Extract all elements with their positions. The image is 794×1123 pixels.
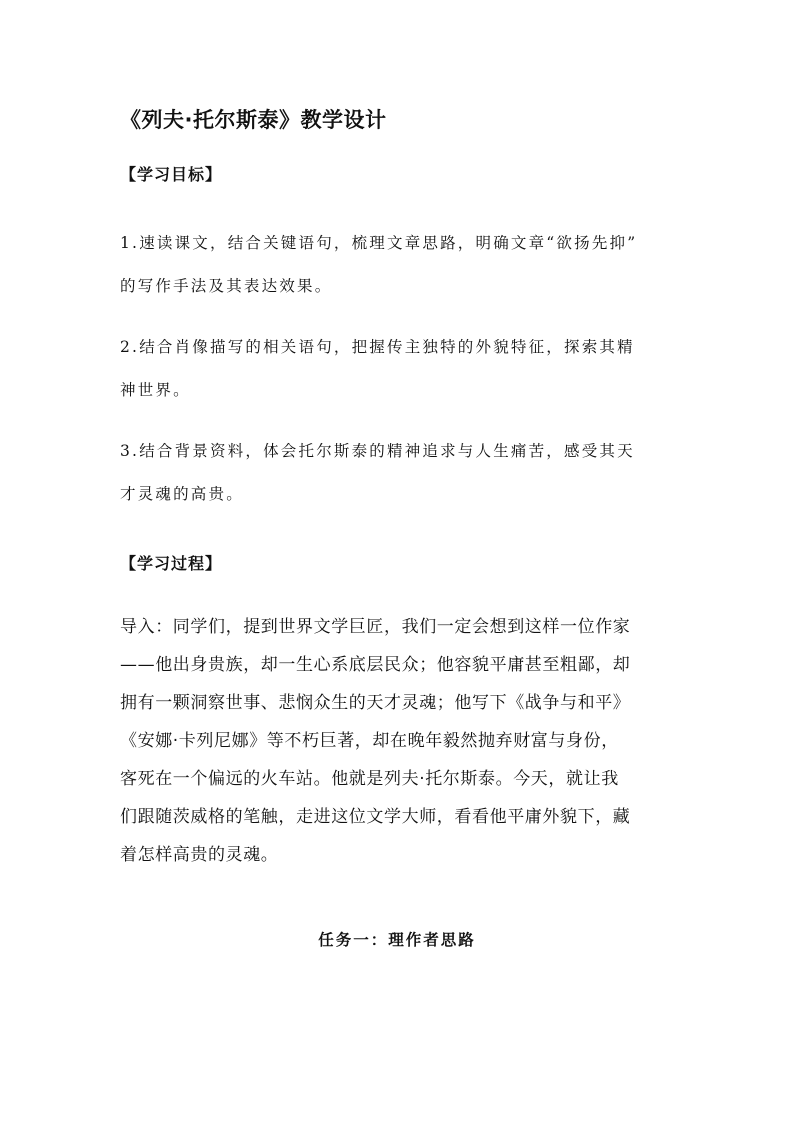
learning-goal-3: [120, 430, 680, 516]
intro-paragraph: [120, 608, 695, 874]
intro-line-3: 拥有一颗洞察世事、悲悯众生的天才灵魂；他写下《战争与和平》: [120, 693, 631, 713]
learning-goal-2: [120, 326, 680, 412]
learning-goals-heading: 【学习目标】: [120, 165, 223, 184]
task-one-heading: 任务一：理作者思路: [318, 930, 476, 949]
goal-1-line-1: 1.速读课文，结合关键语句，梳理文章思路，明确文章“欲扬先抑”: [120, 234, 638, 252]
document-title: 《列夫·托尔斯泰》教学设计: [120, 108, 387, 132]
goal-3-line-1: 3.结合背景资料，体会托尔斯泰的精神追求与人生痛苦，感受其天: [120, 442, 635, 460]
goal-2-line-1: 2.结合肖像描写的相关语句，把握传主独特的外貌特征，探索其精: [120, 338, 635, 356]
goal-1-line-2: 的写作手法及其表达效果。: [120, 277, 333, 295]
goal-3-line-2: 才灵魂的高贵。: [120, 485, 244, 503]
intro-line-2: ——他出身贵族，却一生心系底层民众；他容貌平庸甚至粗鄙，却: [120, 655, 631, 675]
intro-line-4: 《安娜·卡列尼娜》等不朽巨著，却在晚年毅然抛弃财富与身份，: [120, 731, 619, 751]
intro-line-6: 们跟随茨威格的笔触，走进这位文学大师，看看他平庸外貌下，藏: [120, 807, 631, 827]
learning-goal-1: [120, 222, 680, 308]
intro-line-5: 客死在一个偏远的火车站。他就是列夫·托尔斯泰。今天，就让我: [120, 769, 619, 789]
intro-line-1: 导入：同学们，提到世界文学巨匠，我们一定会想到这样一位作家: [120, 617, 631, 637]
intro-line-7: 着怎样高贵的灵魂。: [120, 845, 279, 865]
goal-2-line-2: 神世界。: [120, 381, 191, 399]
learning-process-heading: 【学习过程】: [120, 554, 223, 573]
